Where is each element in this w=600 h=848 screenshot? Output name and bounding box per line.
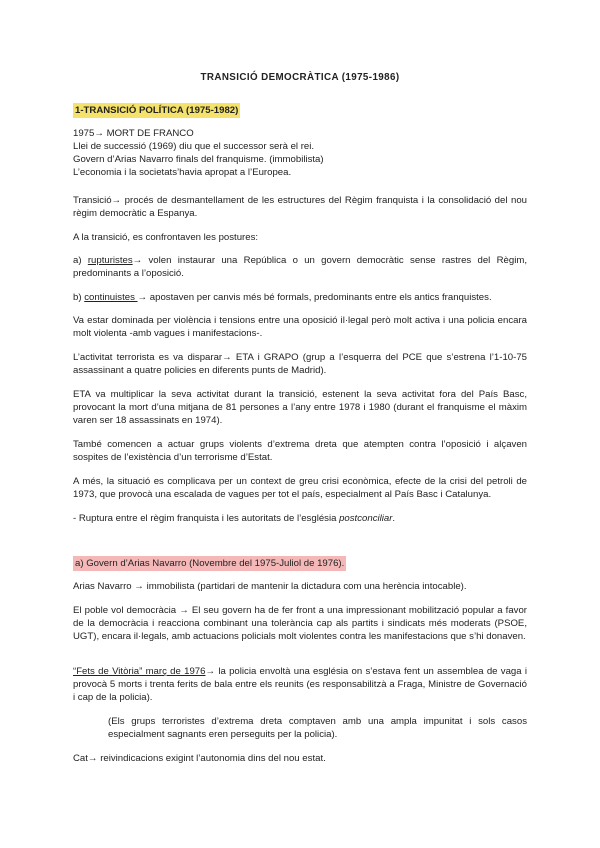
term-rupturistes: rupturistes: [87, 255, 133, 266]
paragraph-eta: ETA va multiplicar la seva activitat durant la transició, estenent la seva activitat fora del País Basc, provocant la mort d’una mitjana de 81 persones a l’any entre 1978 i 1980 (durant el franquisme el màxim varen ser 18 assassinats en 1974).: [73, 389, 527, 426]
paragraph-extrema-dreta: També comencen a actuar grups violents d’extrema dreta que atempten contra l’oposició i alçaven sospites de l’existència d’un terrorisme d’Estat.: [73, 439, 527, 463]
intro-line: Govern d’Arias Navarro finals del franquisme. (immobilista): [73, 154, 324, 165]
list-marker: a): [73, 255, 88, 266]
paragraph-grups-terroristes: (Els grups terroristes d’extrema dreta comptaven amb una ampla impunitat i sols casos especialment sagnants eren perseguits per la policia).: [108, 716, 527, 740]
paragraph-continuistes: [73, 291, 527, 304]
list-marker: b): [73, 292, 85, 303]
paragraph-violencia: Va estar dominada per violència i tensions entre una oposició il·legal però molt activa i una policia encara molt violenta -amb vagues i manifestacions-.: [73, 315, 527, 339]
paragraph-transicio: Transició→ procés de desmantellament de les estructures del Règim franquista i la consolidació del nou règim democràtic a Espanya.: [73, 195, 527, 219]
paragraph-crisi: A més, la situació es complicava per un context de greu crisi econòmica, efecte de la crisi del petroli de 1973, que provocà una escalada de vagues per tot el país, especialment al País Basc i Catalunya.: [73, 476, 527, 500]
paragraph-arias: Arias Navarro → immobilista (partidari de mantenir la dictadura com una herència intocable).: [73, 581, 467, 592]
page-title: TRANSICIÓ DEMOCRÀTICA (1975-1986): [200, 72, 400, 83]
ruptura-text: - Ruptura entre el règim franquista i les autoritats de l’església: [73, 513, 340, 524]
section-heading-highlight: a) Govern d’Arias Navarro (Novembre del 1975-Juliol de 1976).: [75, 558, 345, 569]
paragraph-fets-vitoria: [73, 665, 527, 704]
intro-lines: [73, 127, 527, 179]
paragraph-poble: El poble vol democràcia → El seu govern ha de fer front a una impressionant mobilització popular a favor de la democràcia i reacciona combinant una tolerància cap als partits i sindicats més moderats (PSOE, UGT), encara il·legals, amb actuacions policials molt violentes contra les manifestacions que s’hi donaven.: [73, 605, 527, 642]
section-heading-highlight: 1-TRANSICIÓ POLÍTICA (1975-1982): [75, 105, 239, 116]
fets-text: → la policia envoltà una església on s’estava fent un assemblea de vaga i provocà 5 morts i trenta ferits de bala entre els reunits (es responsabilitzà a Fraga, Ministre de Governació i cap de la policia).: [73, 666, 528, 703]
continuistes-text: → apostaven per canvis més bé formals, predominants entre els antics franquistes.: [137, 292, 492, 303]
section-heading-transicio-politica: [73, 104, 527, 117]
intro-line: Llei de successió (1969) diu que el successor serà el rei.: [73, 141, 315, 152]
intro-line: 1975→ MORT DE FRANCO: [73, 128, 194, 139]
paragraph-postures-intro: A la transició, es confrontaven les postures:: [73, 232, 259, 243]
rupturistes-text: → volen instaurar una República o un govern democràtic sense rastres del Règim, predominants a l’oposició.: [73, 255, 527, 279]
ruptura-end: .: [392, 513, 396, 524]
intro-line: L’economia i la societats’havia apropat a l’Europea.: [73, 167, 292, 178]
paragraph-terrorista: L’activitat terrorista es va disparar→ ETA i GRAPO (grup a l’esquerra del PCE que s’estrena l’1-10-75 assassinant a quatre policies en diferents punts de Madrid).: [73, 352, 527, 376]
paragraph-rupturistes: [73, 254, 527, 280]
term-fets-vitoria: “Fets de Vitòria” març de 1976: [73, 666, 206, 677]
term-continuistes: continuistes: [84, 292, 138, 303]
section-heading-arias-navarro: [73, 557, 527, 570]
term-postconciliar: postconciliar: [339, 513, 393, 524]
paragraph-cat: Cat→ reivindicacions exigint l’autonomia dins del nou estat.: [73, 753, 326, 764]
paragraph-ruptura-esglesia: [73, 512, 527, 525]
